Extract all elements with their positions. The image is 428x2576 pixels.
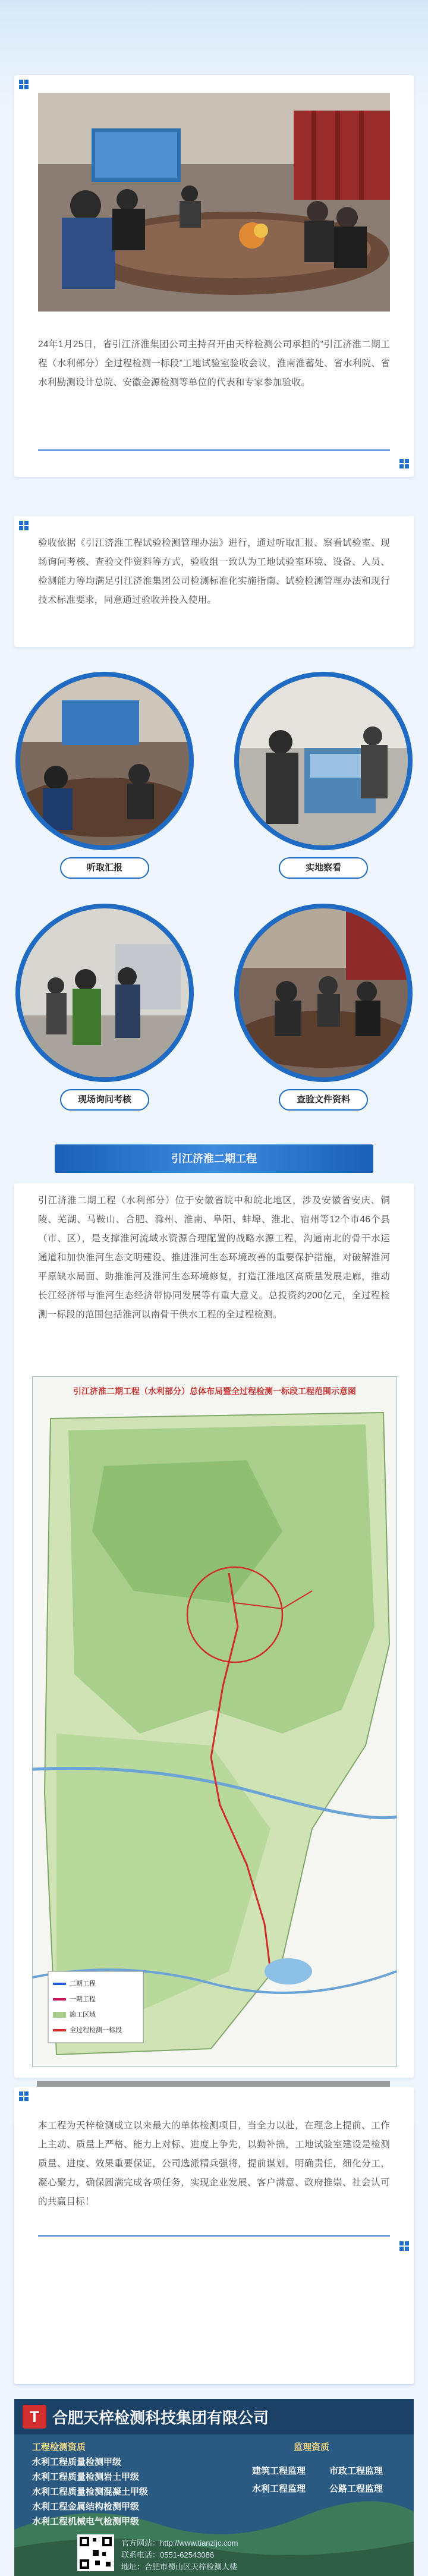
intro-card [14, 75, 414, 477]
photo-circle-documents [234, 904, 413, 1082]
corner-squares-icon [19, 80, 29, 89]
caption-documents: 查验文件资料 [279, 1089, 368, 1111]
legend-item: 一期工程 [53, 1992, 141, 2007]
supervision-item: 水利工程监理 [252, 2483, 306, 2494]
corner-squares-icon [19, 2091, 29, 2101]
qualification-item: 水利工程金属结构检测甲级 [32, 2501, 140, 2512]
project-section-heading: 引江济淮二期工程 [55, 1144, 373, 1173]
qualification-item: 水利工程质量检测甲级 [32, 2457, 122, 2467]
intro-divider [38, 449, 390, 451]
contact-address: 地址：合肥市蜀山区天梓检测大楼 [121, 2562, 238, 2571]
qualification-item: 水利工程质量检测混凝土甲级 [32, 2486, 149, 2497]
acceptance-card [14, 516, 414, 647]
supervision-item: 建筑工程监理 [252, 2465, 306, 2476]
contact-phone: 联系电话：0551-62543086 [121, 2550, 215, 2559]
project-map [32, 1376, 397, 2067]
company-logo-icon: T [23, 2405, 46, 2429]
legend-item: 施工区域 [53, 2007, 141, 2023]
company-name: 合肥天梓检测科技集团有限公司 [52, 2410, 269, 2427]
qualification-title: 工程检测资质 [32, 2442, 86, 2452]
corner-squares-icon [19, 521, 29, 530]
project-paragraph: 引江济淮二期工程（水利部分）位于安徽省皖中和皖北地区，涉及安徽省安庆、铜陵、芜湖、马鞍山、合肥、滁州、淮南、阜阳、蚌埠、淮北、宿州等12个市46个县（市、区），是支撑淮河流域水资源合理配置的战略水源工程，沟通南北的骨干水运通道和加快淮河生态文明建设、推进淮河生态环境改善的重要保护措施，对破解淮河平原缺水局面、助推淮河及淮河生态环境修复，打造江淮地区高质量发展走廊，推动长江经济带与淮河生态经济带协同发展等有重大意义。总投资约200亿元，全过程检测一标段的范围包括淮河以南骨干供水工程的全过程检测。 [38, 1196, 390, 1320]
intro-paragraph: 24年1月25日，省引江济淮集团公司主持召开由天梓检测公司承担的“引江济淮二期工程（水利部分）全过程检测一标段”工地试验室验收会议，淮南淮蓄处、省水利院、省水利勘测设计总院、安徽金源检测等单位的代表和专家参加验收。 [38, 339, 390, 388]
supervision-item: 公路工程监理 [329, 2483, 383, 2494]
caption-questioning: 现场询问考核 [60, 1089, 149, 1111]
closing-divider [38, 2235, 390, 2237]
contact-website: 官方网站：http://www.tianzijc.com [121, 2539, 238, 2547]
supervision-item: 市政工程监理 [329, 2465, 383, 2476]
qualification-item: 水利工程质量检测岩土甲级 [32, 2471, 140, 2482]
legend-item: 全过程检测一标段 [53, 2023, 141, 2038]
map-legend [53, 1976, 141, 2038]
corner-squares-icon [399, 2241, 409, 2251]
closing-paragraph: 本工程为天梓检测成立以来最大的单体检测项目，当全力以赴，在理念上提前、工作上主动、质量上严格、能力上对标、进度上争先，以勤补拙，工地试验室建设是检测质量、进度、效果重要保证，公司选派精兵强将，提前谋划，明确责任，细化分工，凝心聚力，确保圆满完成各项任务，实现企业发展、客户满意、政府推崇、社会认可的共赢目标！ [38, 2121, 390, 2207]
caption-inspection: 实地察看 [279, 857, 368, 879]
acceptance-paragraph: 验收依据《引江济淮工程试验检测管理办法》进行，通过听取汇报、察看试验室、现场询问考核、查验文件资料等方式，验收组一致认为工地试验室环境、设备、人员、检测能力等均满足引江济淮集团公司检测标准化实施指南、试验检测管理办法和现行技术标准要求，同意通过验收并投入使用。 [38, 538, 390, 605]
corner-squares-icon [399, 459, 409, 468]
company-footer [14, 2399, 414, 2576]
qualification-item: 水利工程机械电气检测甲级 [32, 2516, 140, 2527]
photo-circle-inspection [234, 672, 413, 850]
legend-item: 二期工程 [53, 1976, 141, 1992]
qr-code-icon [77, 2534, 114, 2571]
supervision-title: 监理资质 [294, 2442, 330, 2452]
caption-briefing: 听取汇报 [60, 857, 149, 879]
meeting-photo [38, 93, 390, 312]
map-title: 引江济淮二期工程（水利部分）总体布局暨全过程检测一标段工程范围示意图 [73, 1386, 356, 1396]
photo-circle-questioning [15, 904, 194, 1082]
photo-circle-briefing [15, 672, 194, 850]
